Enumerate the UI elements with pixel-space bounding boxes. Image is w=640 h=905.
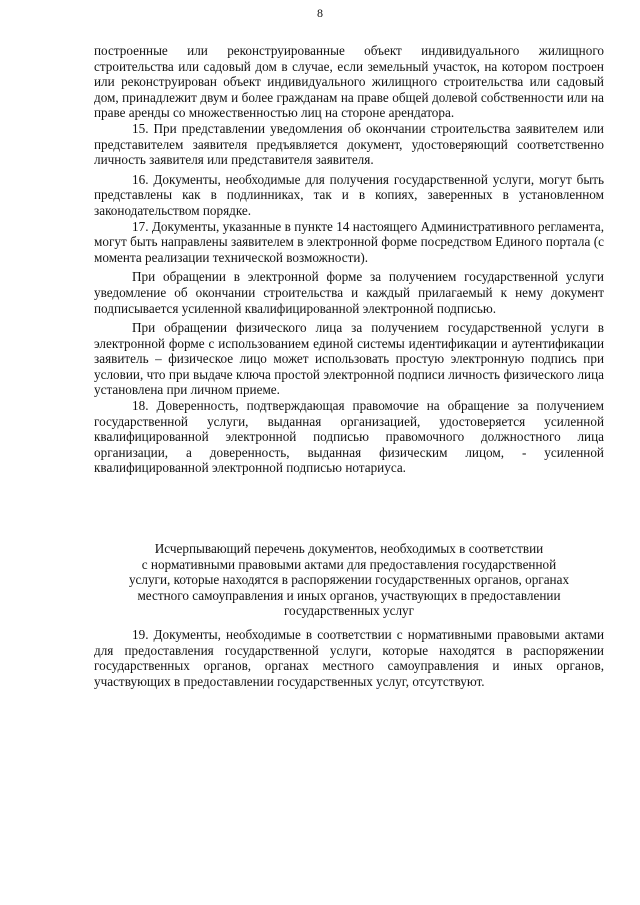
page-number: 8 (317, 6, 323, 20)
heading-line: Исчерпывающий перечень документов, необходимых в соответствии (154, 541, 544, 556)
final-text (94, 627, 604, 689)
heading-line: с нормативными правовыми актами для предоставления государственной (141, 556, 557, 572)
paragraph-19: 19. Документы, необходимые в соответствии с нормативными правовыми актами для предоставления государственной услуги, которые находятся в распоряжении государственных органов, органах местного самоуправления и иных органов, участвующих в предоставлении государственных услуг, отсутствуют. (94, 627, 604, 689)
paragraph-simple-signature: При обращении физического лица за получением государственной услуги в электронной форме с использованием единой системы идентификации и аутентификации заявитель – физическое лицо может использовать простую электронную подпись при условии, что при выдаче ключа простой электронной подписи личность физического лица установлена при личном приеме. (94, 320, 604, 398)
paragraph-18: 18. Доверенность, подтверждающая правомочие на обращение за получением государственной услуги, выданная организацией, удостоверяется усиленной квалифицированной электронной подписью правомочного должностного лица организации, а доверенность, выданная физическим лицом, - усиленной квалифицированной электронной подписью нотариуса. (94, 398, 604, 476)
section-heading (94, 541, 604, 619)
heading-line: местного самоуправления и иных органов, участвующих в предоставлении (137, 587, 561, 603)
paragraph-continuation: построенные или реконструированные объект индивидуального жилищного строительства или садовый дом в случае, если земельный участок, на котором построен или реконструирован объект индивидуального жилищного строительства или садовый дом, принадлежит двум и более гражданам на праве общей долевой собственности или на праве аренды со множественностью лиц на стороне арендатора. (94, 43, 604, 121)
paragraph-17: 17. Документы, указанные в пункте 14 настоящего Административного регламента, могут быть направлены заявителем в электронной форме посредством Единого портала (с момента реализации технической возможности). (94, 218, 604, 265)
heading-line: услуги, которые находятся в распоряжении государственных органов, органах (128, 572, 570, 588)
paragraph-16: 16. Документы, необходимые для получения государственной услуги, могут быть представлены как в подлинниках, так и в копиях, заверенных в установленном законодательством порядке. (94, 171, 604, 218)
main-text (94, 43, 604, 476)
paragraph-electronic-form: При обращении в электронной форме за получением государственной услуги уведомление об окончании строительства и каждый прилагаемый к нему документ подписывается усиленной квалифицированной электронной подписью. (94, 269, 604, 316)
heading-line: государственных услуг (283, 603, 415, 619)
paragraph-15: 15. При представлении уведомления об окончании строительства заявителем или представителем заявителя предъявляется документ, удостоверяющий соответственно личность заявителя или представителя заявителя. (94, 120, 604, 168)
